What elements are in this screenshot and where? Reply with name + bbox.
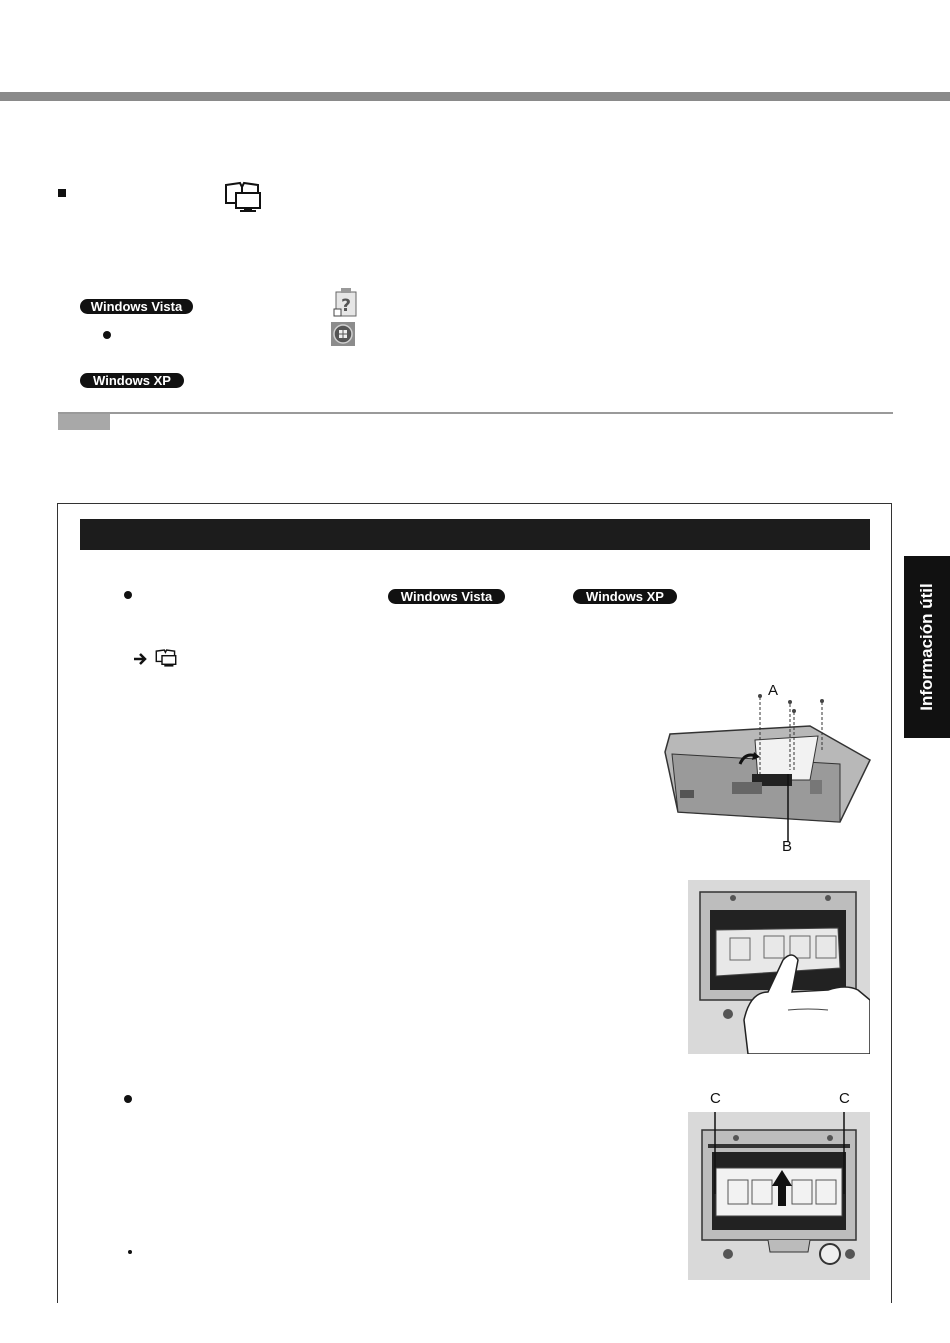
- box-small-bullet: [128, 1250, 132, 1254]
- arrow-right-icon: [132, 651, 148, 667]
- box-windows-vista-badge: Windows Vista: [388, 589, 505, 604]
- small-manual-icon: [154, 648, 178, 668]
- manual-icon: [222, 181, 264, 213]
- help-question-icon: [333, 287, 359, 317]
- figure-label-b: B: [782, 838, 793, 855]
- figure-label-c-left: C: [710, 1090, 721, 1107]
- svg-text:?: ?: [341, 296, 351, 316]
- note-divider: [58, 412, 893, 414]
- windows-vista-badge: Windows Vista: [80, 299, 193, 314]
- laptop-underside-figure: [660, 682, 875, 857]
- vista-bullet: [103, 331, 111, 339]
- section-bullet: [58, 189, 66, 197]
- memory-removal-figure: [688, 880, 870, 1054]
- procedure-header-bar: [80, 519, 870, 550]
- chapter-side-tab: [904, 556, 950, 738]
- chapter-side-tab-label: Información útil: [917, 583, 936, 711]
- box-windows-xp-badge: Windows XP: [573, 589, 677, 604]
- memory-insert-figure: [688, 1112, 870, 1280]
- figure-label-a: A: [768, 682, 779, 699]
- windows-start-orb-icon: [331, 322, 355, 346]
- box-bullet-2: [124, 1095, 132, 1103]
- figure-label-c-right: C: [839, 1090, 850, 1107]
- windows-xp-badge: Windows XP: [80, 373, 184, 388]
- box-bullet-1: [124, 591, 132, 599]
- top-rule: [0, 92, 950, 101]
- note-tab: [58, 414, 110, 430]
